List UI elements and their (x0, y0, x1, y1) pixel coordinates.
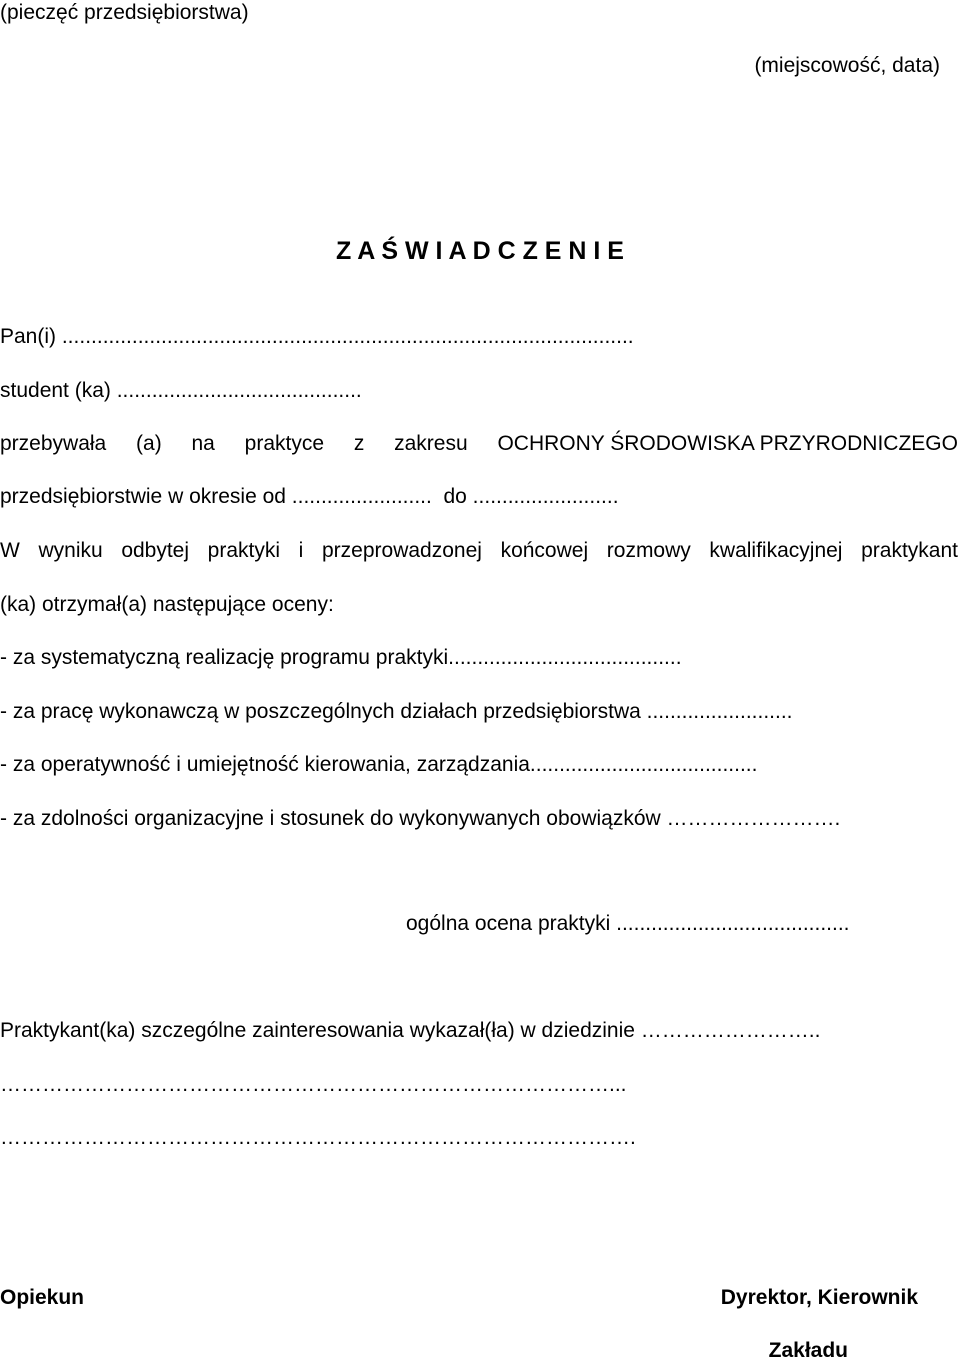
overall-grade-line[interactable]: ogólna ocena praktyki ........................................ (406, 912, 850, 935)
practice-period-line[interactable]: przedsiębiorstwie w okresie od ........................ do ......................... (0, 485, 619, 508)
intro-word: końcowej (500, 539, 589, 562)
practice-word: przebywała (0, 432, 107, 455)
practice-area-line (0, 433, 958, 454)
intro-word: przeprowadzonej (321, 539, 482, 562)
practice-area-name: OCHRONY ŚRODOWISKA PRZYRODNICZEGO (497, 432, 958, 455)
intro-word: odbytej (121, 539, 190, 562)
intro-word: kwalifikacyjnej (709, 539, 843, 562)
practice-word: na (191, 432, 215, 455)
evaluation-intro-line2: (ka) otrzymał(a) następujące oceny: (0, 593, 334, 616)
intro-word: i (298, 539, 304, 562)
evaluation-intro-line (0, 540, 958, 561)
company-stamp-placeholder: (pieczęć przedsiębiorstwa) (0, 1, 249, 24)
intro-word: praktykant (861, 539, 958, 562)
document-title: Z A Ś W I A D C Z E N I E (336, 237, 624, 265)
signature-company-label: Zakładu (768, 1339, 848, 1362)
grade-line-work[interactable]: - za pracę wykonawczą w poszczególnych działach przedsiębiorstwa ......................... (0, 700, 793, 723)
signature-supervisor-label: Opiekun (0, 1286, 85, 1309)
practice-word: praktyce (244, 432, 325, 455)
intro-word: W (0, 539, 20, 562)
practice-word: z (353, 432, 365, 455)
grade-line-organization[interactable]: - za zdolności organizacyjne i stosunek do wykonywanych obowiązków ……………………. (0, 807, 841, 830)
name-field-line[interactable]: Pan(i) .................................................................................................. (0, 325, 634, 348)
signature-director-label: Dyrektor, Kierownik (720, 1286, 918, 1309)
practice-word: (a) (136, 432, 162, 455)
interests-line-3[interactable]: ………………………………………………………………………………. (0, 1126, 636, 1149)
interests-line-1[interactable]: Praktykant(ka) szczególne zainteresowania wykazał(ła) w dziedzinie …………………….. (0, 1019, 821, 1042)
place-date-placeholder: (miejscowość, data) (754, 54, 940, 77)
grade-line-program[interactable]: - za systematyczną realizację programu praktyki........................................ (0, 646, 682, 669)
interests-line-2[interactable]: ……………………………………………………………………………... (0, 1073, 627, 1096)
student-field-line[interactable]: student (ka) .......................................... (0, 379, 362, 402)
intro-word: rozmowy (606, 539, 691, 562)
grade-line-management[interactable]: - za operatywność i umiejętność kierowania, zarządzania....................................... (0, 753, 758, 776)
practice-word: zakresu (394, 432, 468, 455)
intro-word: wyniku (38, 539, 103, 562)
intro-word: praktyki (207, 539, 281, 562)
